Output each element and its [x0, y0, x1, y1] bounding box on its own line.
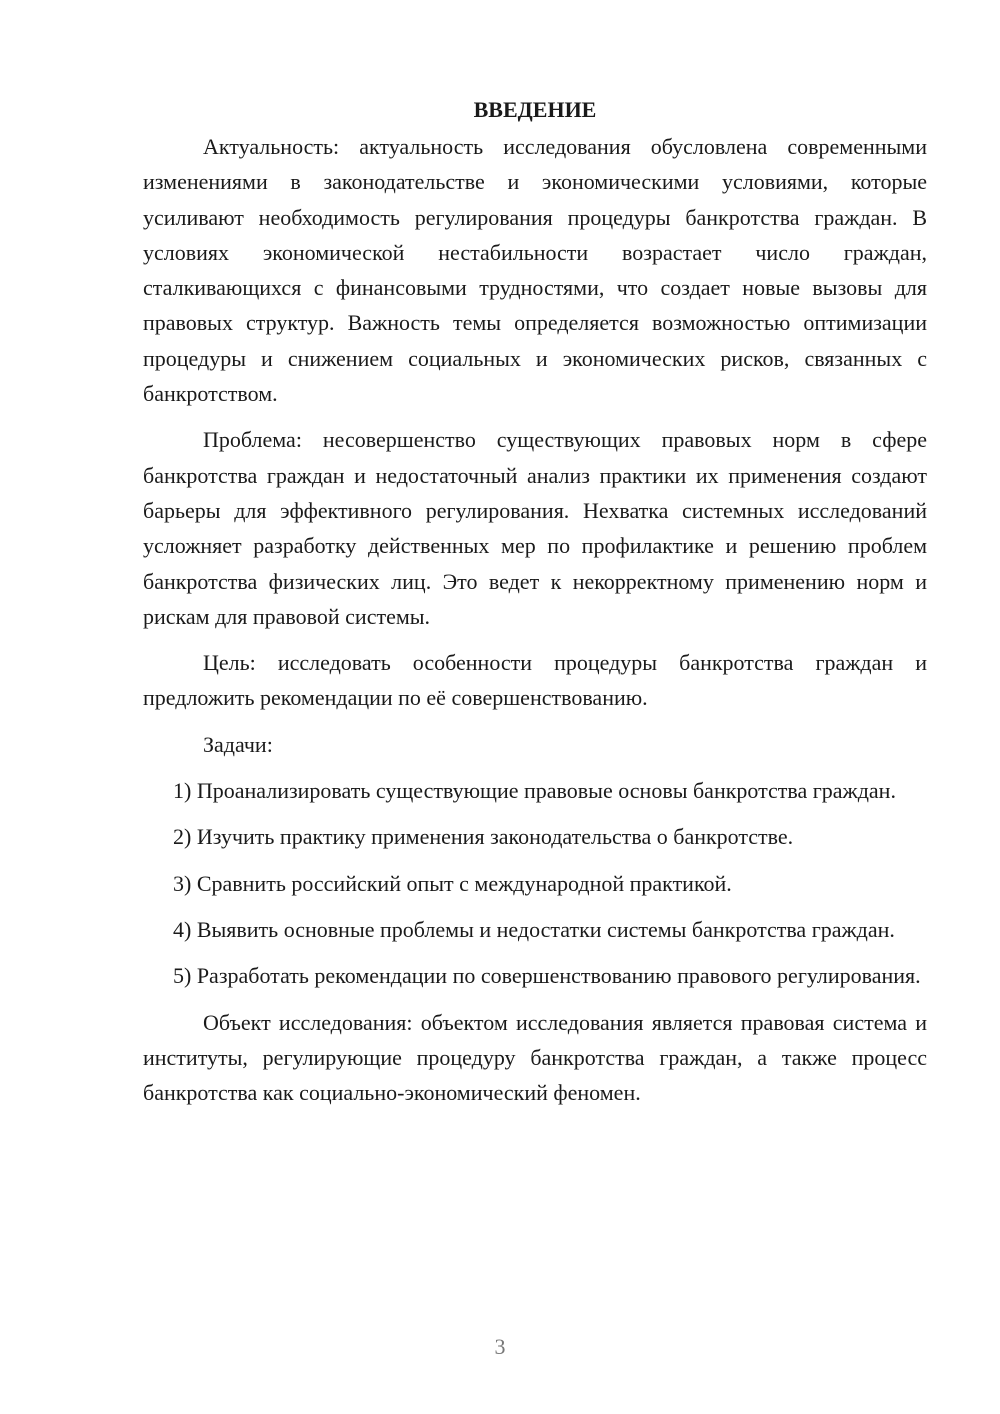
task-item-4: 4) Выявить основные проблемы и недостатки системы банкротства граждан.: [173, 916, 895, 942]
page-number: 3: [494, 1334, 506, 1359]
paragraph-object: Объект исследования: объектом исследования является правовая система и институты, регулирующие процедуру банкротства граждан, а также процесс банкротства как социально-экономический феномен.: [143, 1009, 927, 1106]
paragraph-problem: Проблема: несовершенство существующих правовых норм в сфере банкротства граждан и недостаточный анализ практики их применения создают барьеры для эффективного регулирования. Нехватка системных исследований усложняет разработку действенных мер по профилактике и решению проблем банкротства физических лиц. Это ведет к некорректному применению норм и рискам для правовой системы.: [143, 427, 927, 629]
paragraph-tasks-heading: Задачи:: [203, 731, 273, 757]
task-item-2: 2) Изучить практику применения законодательства о банкротстве.: [173, 824, 794, 850]
paragraph-relevance: Актуальность: актуальность исследования обусловлена современными изменениями в законодательстве и экономическими условиями, которые усиливают необходимость регулирования процедуры банкротства граждан. В условиях экономической нестабильности возрастает число граждан, сталкивающихся с финансовыми трудностями, что создает новые вызовы для правовых структур. Важность темы определяется возможностью оптимизации процедуры и снижением социальных и экономических рисков, связанных с банкротством.: [143, 134, 927, 407]
paragraph-goal: Цель: исследовать особенности процедуры банкротства граждан и предложить рекомендации по её совершенствованию.: [143, 650, 927, 711]
task-item-5: 5) Разработать рекомендации по совершенствованию правового регулирования.: [173, 963, 921, 989]
document-page: [143, 92, 927, 1121]
task-item-3: 3) Сравнить российский опыт с международной практикой.: [173, 870, 732, 896]
page-title: ВВЕДЕНИЕ: [473, 97, 597, 122]
task-item-1: 1) Проанализировать существующие правовые основы банкротства граждан.: [173, 778, 896, 804]
